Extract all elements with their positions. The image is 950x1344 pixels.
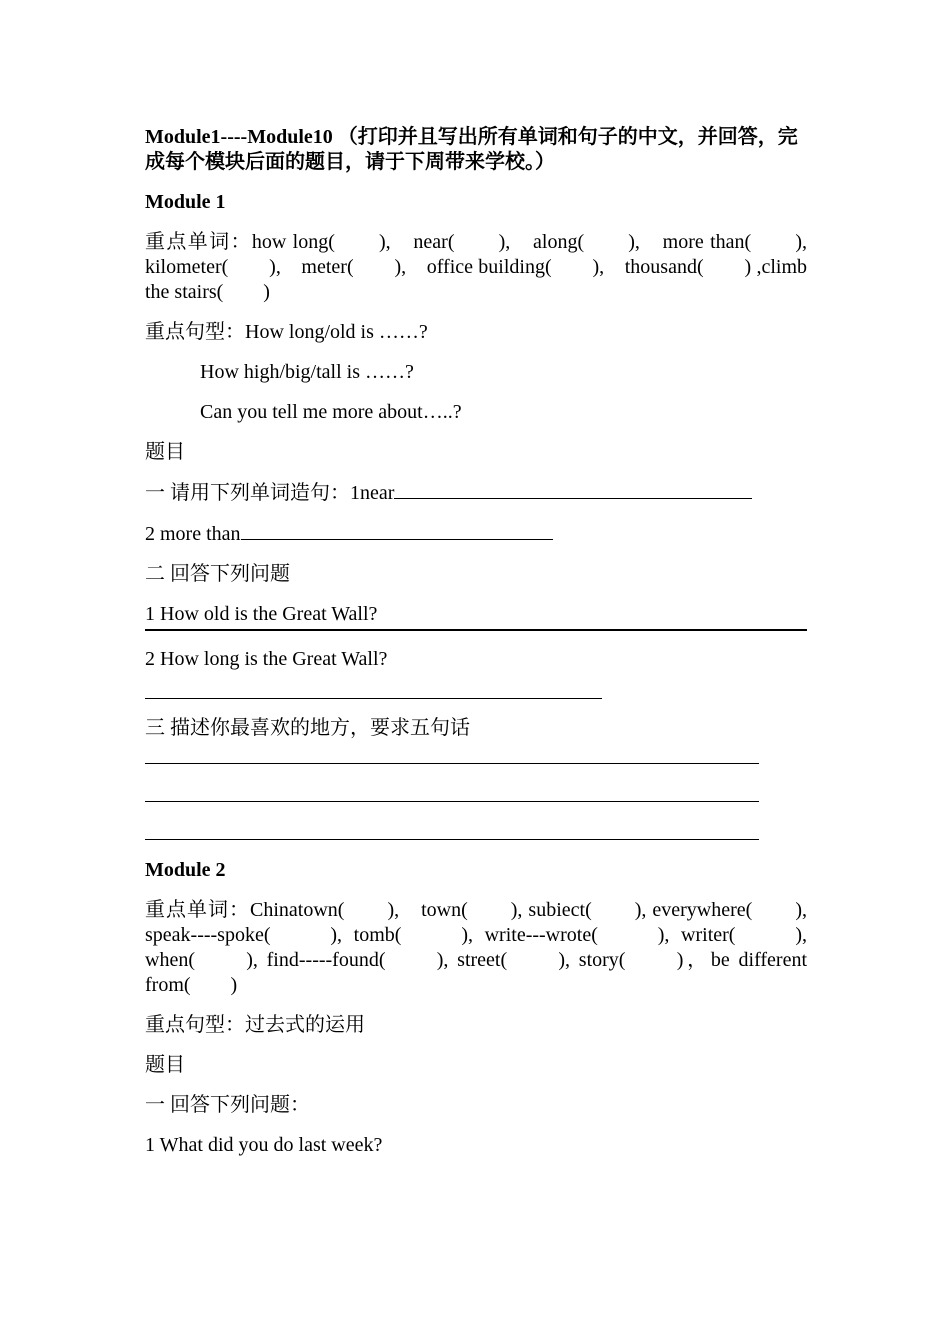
module2-key-words: 重点单词：Chinatown( ), town( ), subiect( ), everywhere( ), speak----spoke( ), tomb( ), write---wrote( ), writer( ), when( ), find-----found( ), street( ), story( )，be different from( ) [145, 899, 807, 996]
module1-q1-2-label: 2 more than [145, 523, 241, 545]
module1-q2-2-answer-line[interactable] [145, 698, 602, 699]
module1-q2-2: 2 How long is the Great Wall? [145, 648, 388, 670]
module1-q2-1-answer-line[interactable] [145, 629, 807, 631]
module1-q1-2 [145, 521, 807, 547]
module1-q3-answer-line-2[interactable] [145, 801, 759, 802]
module2-exercise-label: 题目 [145, 1054, 185, 1076]
document-content [145, 125, 827, 1158]
module2-q1-1: 1 What did you do last week? [145, 1134, 383, 1156]
document-intro: Module1----Module10 （打印并且写出所有单词和句子的中文，并回答，完成每个模块后面的题目，请于下周带来学校。） [145, 126, 798, 173]
module2-key-sentences: 重点句型：过去式的运用 [145, 1014, 365, 1036]
module1-q1-label: 一 请用下列单词造句：1near [145, 482, 395, 504]
module1-q3-label: 三 描述你最喜欢的地方，要求五句话 [145, 717, 470, 739]
module1-sentence-2: How high/big/tall is ……? [200, 361, 414, 383]
module1-title: Module 1 [145, 191, 226, 213]
module1-key-words: 重点单词：how long( ), near( ), along( ), more than( ), kilometer( ), meter( ), office building( ), thousand( ) ,climb the stairs( ) [145, 231, 827, 303]
module1-key-sentences: 重点句型：How long/old is ……? [145, 321, 428, 343]
module1-exercise-label: 题目 [145, 441, 185, 463]
module1-q2-label: 二 回答下列问题 [145, 563, 290, 585]
module1-q3-answer-line-3[interactable] [145, 839, 759, 840]
module1-q1 [145, 480, 807, 506]
module1-q1-2-blank[interactable] [241, 521, 553, 540]
module1-q1-blank[interactable] [394, 480, 752, 499]
module1-q3-answer-line-1[interactable] [145, 763, 759, 764]
module1-sentence-3: Can you tell me more about…..? [200, 401, 462, 423]
module2-title: Module 2 [145, 859, 226, 881]
module1-q2-1: 1 How old is the Great Wall? [145, 603, 378, 625]
module2-q1-label: 一 回答下列问题： [145, 1094, 310, 1116]
